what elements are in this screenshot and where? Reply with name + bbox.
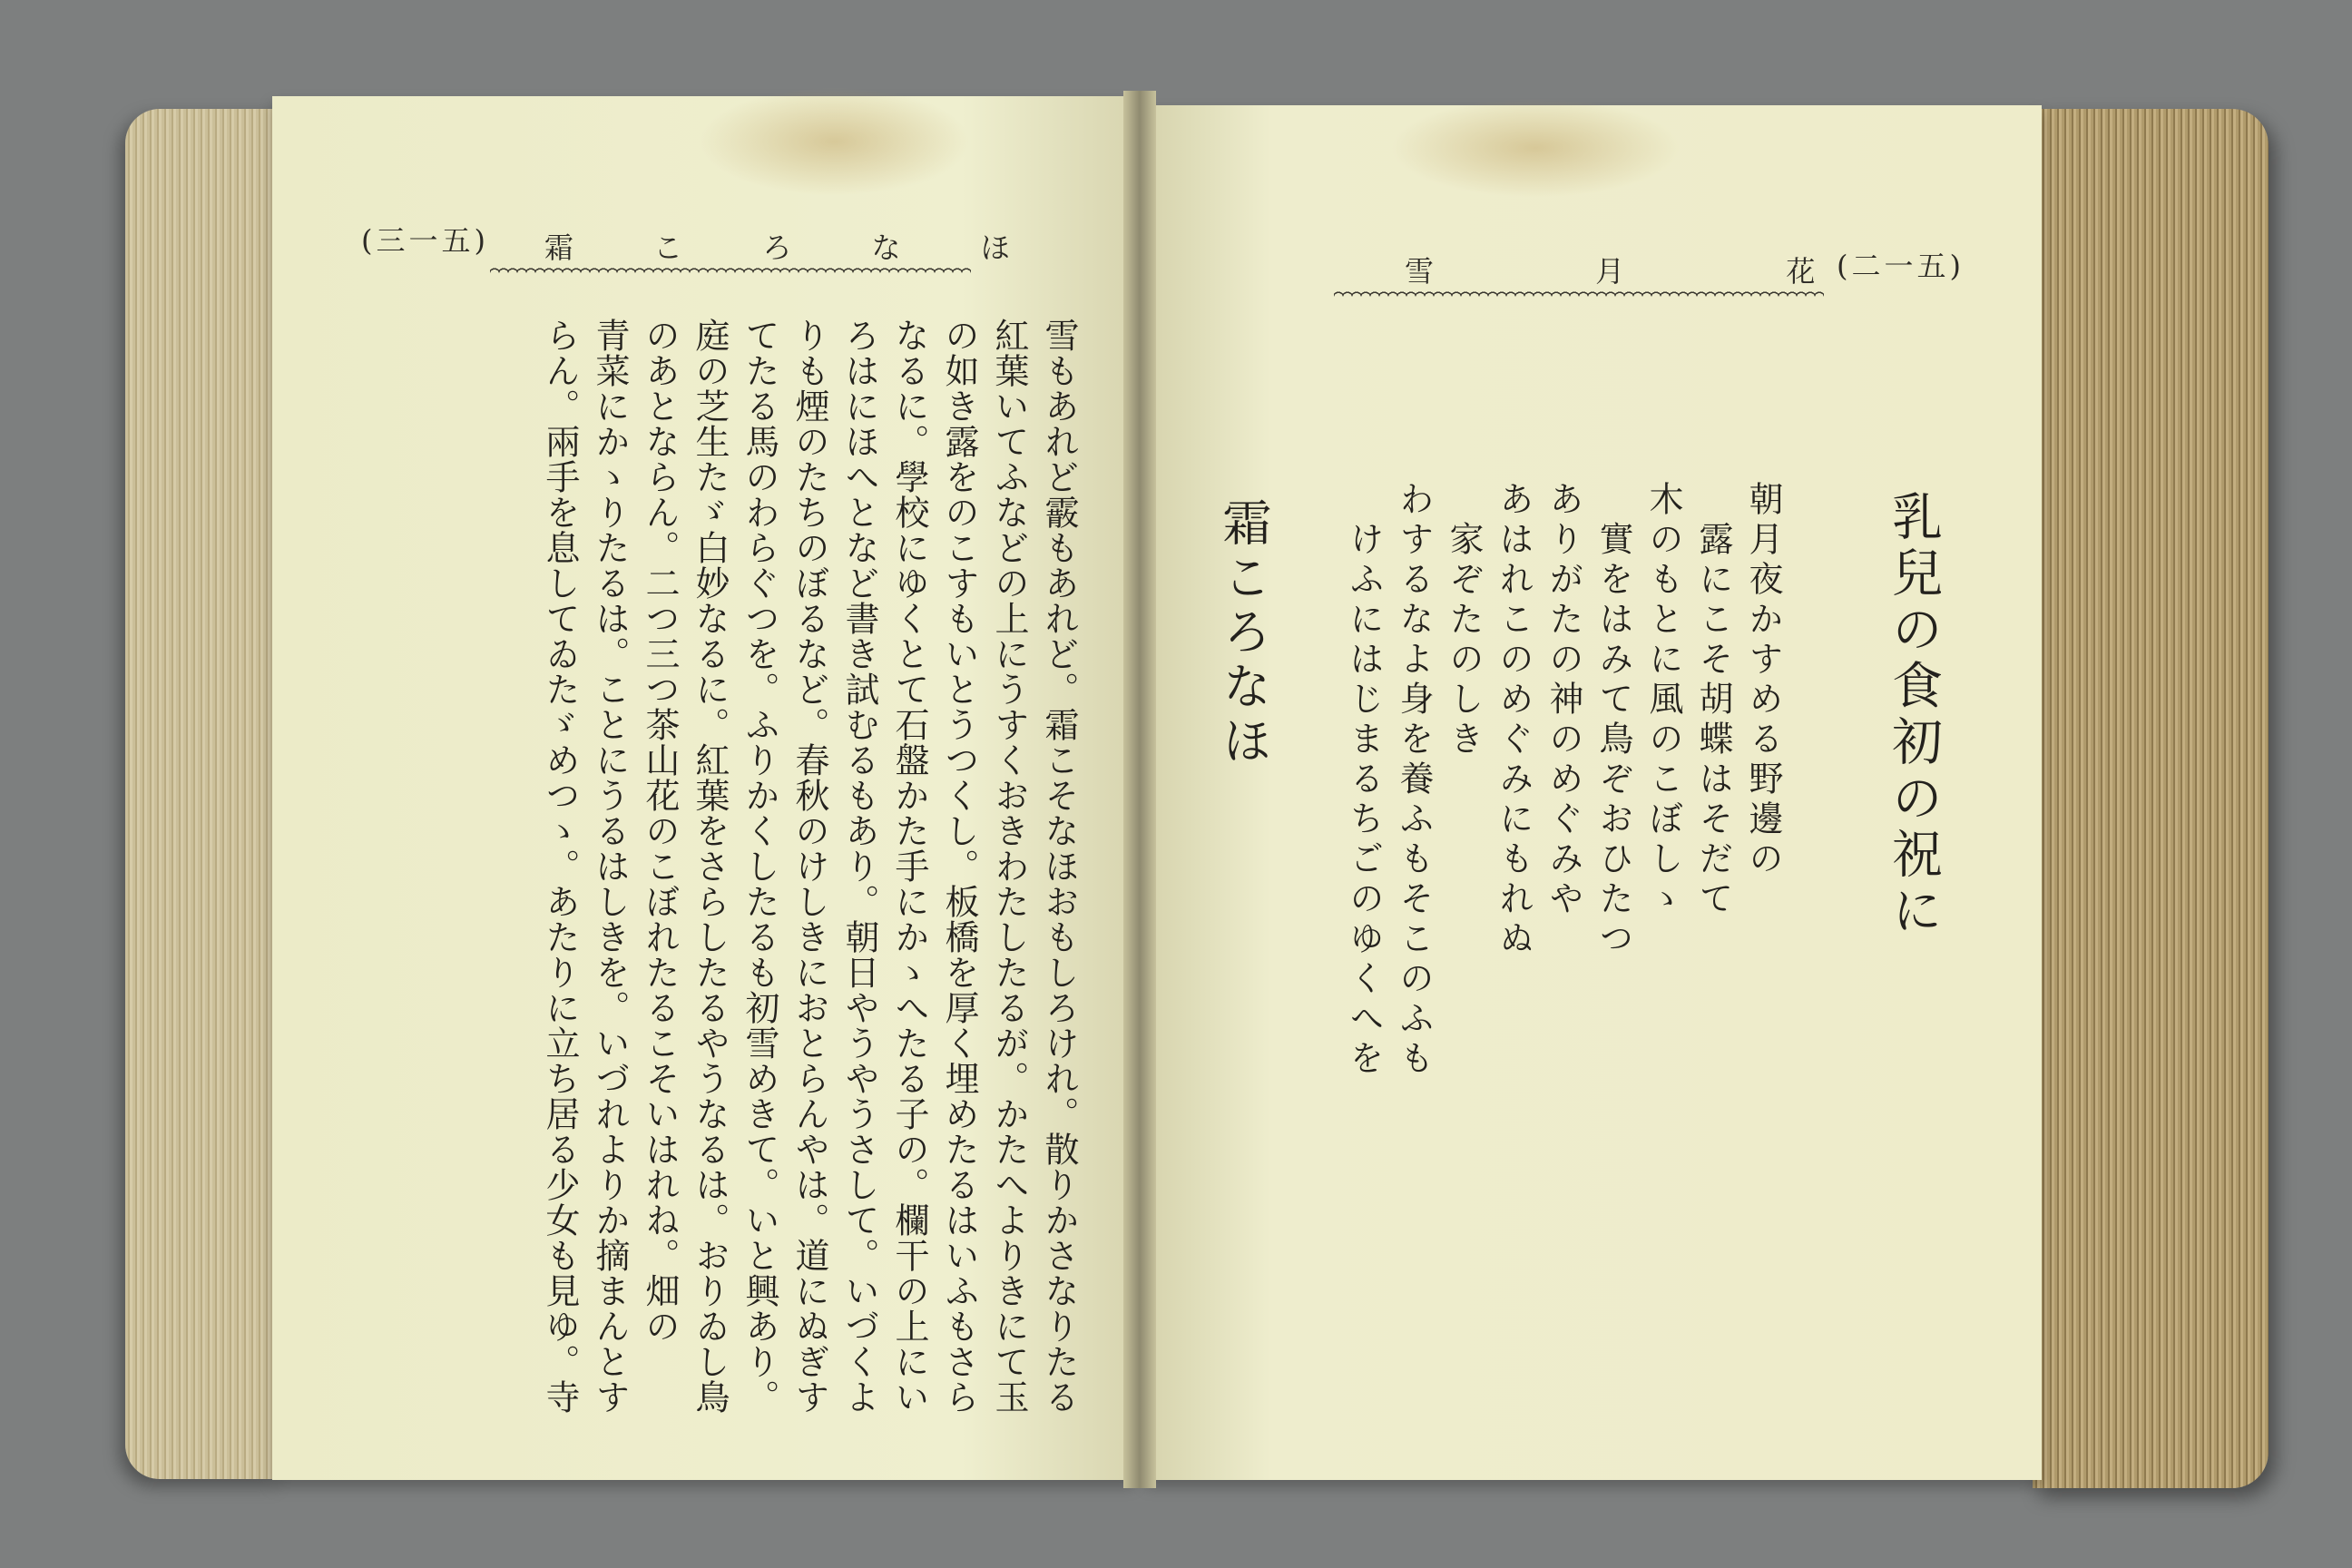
poem-body — [1338, 481, 1788, 1343]
text-line: らん。兩手を息してゐたゞめつゝ。あたりに立ち居る少女も見ゆ。寺 — [540, 318, 580, 1415]
poem-line: 實をはみて鳥ぞおひたつ — [1593, 481, 1633, 960]
header-wavy-rule — [1334, 289, 1824, 298]
text-line: 紅葉いてふなどの上にうすくおきわたしたるが。かたへよりきにて玉 — [989, 318, 1029, 1415]
text-line: ろはにほへとなど書き試むるもあり。朝日やうやうさして。いづくよ — [839, 318, 879, 1415]
poem-line: わするなよ身を養ふもそこのふも — [1394, 481, 1434, 1080]
poem-line: 家ぞたのしき — [1444, 481, 1484, 760]
poem-line: けふにはじまるちごのゆくへを — [1344, 481, 1384, 1080]
text-line: 雪もあれど霰もあれど。霜こそなほおもしろけれ。散りかさなりたる — [1039, 318, 1079, 1415]
text-line: 庭の芝生たゞ白妙なるに。紅葉をさらしたるやうなるは。おりゐし鳥 — [690, 318, 730, 1415]
poem-line: ありがたの神のめぐみや — [1544, 481, 1583, 920]
text-line: てたる馬のわらぐつを。ふりかくしたるも初雪めきて。いと興あり。 — [740, 318, 779, 1415]
poem-line: 朝月夜かすめる野邊の — [1743, 481, 1783, 880]
section-title: 霜ころなほ — [1215, 497, 1272, 769]
text-line: 青菜にかゝりたるは。ことにうるはしきを。いづれよりか摘まんとす — [590, 318, 630, 1415]
left-body-text — [534, 318, 1083, 1415]
poem-line: 木のもとに風のこぼしゝ — [1643, 481, 1683, 920]
right-running-title: 雪 月 花 — [1405, 254, 1819, 289]
paper-stain — [1390, 98, 1681, 198]
left-page-edges — [125, 109, 279, 1479]
text-line: なるに。學校にゆくとて石盤かた手にかゝへたる子の。欄干の上にい — [889, 318, 929, 1415]
book-gutter — [1123, 91, 1156, 1488]
right-page-number: (二一五) — [1837, 249, 1965, 283]
left-page-number: (三一五) — [361, 223, 489, 258]
poem-title: 乳兒の食初の祝に — [1884, 490, 1943, 940]
text-line: りも煙のたちのぼるなど。春秋のけしきにおとらんやは。道にぬぎす — [789, 318, 829, 1415]
left-running-title: 霜 こ ろ な ほ — [544, 230, 1014, 265]
right-page-edges — [2033, 109, 2269, 1488]
text-line: のあとならん。二つ三つ茶山花のこぼれたるこそいはれね。畑の — [640, 318, 680, 1344]
header-wavy-rule — [490, 265, 971, 274]
paper-stain — [699, 87, 971, 196]
text-line: の如き露をのこすもいとうつくし。板橋を厚く埋めたるはいふもさら — [939, 318, 979, 1415]
poem-line: あはれこのめぐみにもれぬ — [1494, 481, 1534, 960]
poem-line: 露にこそ胡蝶はそだて — [1693, 481, 1733, 920]
